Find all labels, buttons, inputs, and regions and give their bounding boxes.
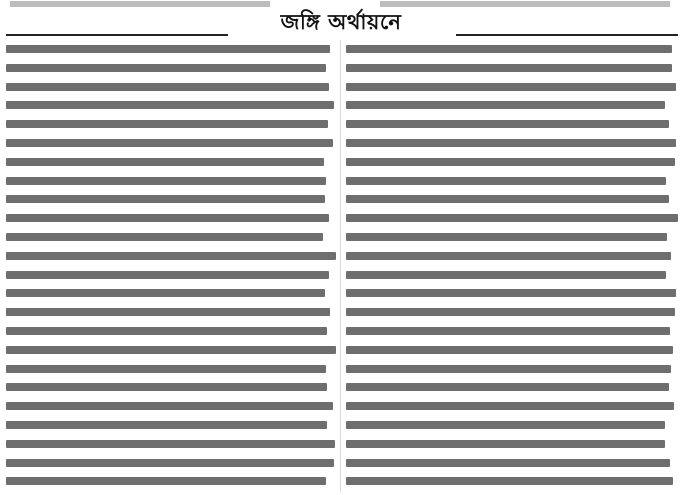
headline-rule-left bbox=[6, 34, 228, 36]
text-line bbox=[346, 421, 665, 429]
text-line bbox=[346, 195, 669, 203]
text-line bbox=[346, 383, 669, 391]
text-line bbox=[346, 459, 670, 467]
text-line bbox=[346, 45, 672, 53]
text-line bbox=[6, 346, 336, 354]
headline: জঙ্গি অর্থায়নে bbox=[280, 9, 402, 34]
text-line bbox=[6, 45, 330, 53]
text-column-right bbox=[346, 40, 678, 492]
text-line bbox=[346, 214, 678, 222]
text-line bbox=[346, 101, 665, 109]
text-line bbox=[346, 346, 673, 354]
text-line bbox=[6, 64, 326, 72]
text-line bbox=[6, 233, 323, 241]
headline-rule-right bbox=[456, 34, 678, 36]
text-line bbox=[6, 271, 329, 279]
text-line bbox=[6, 402, 333, 410]
text-line bbox=[6, 83, 329, 91]
text-line bbox=[6, 289, 325, 297]
text-line bbox=[6, 101, 334, 109]
text-line bbox=[346, 233, 667, 241]
text-line bbox=[6, 158, 324, 166]
text-line bbox=[346, 365, 671, 373]
text-line bbox=[6, 177, 326, 185]
text-line bbox=[6, 252, 336, 260]
headline-container bbox=[230, 9, 452, 37]
text-line bbox=[346, 402, 674, 410]
text-line bbox=[346, 120, 669, 128]
text-line bbox=[346, 158, 675, 166]
text-line bbox=[6, 440, 335, 448]
text-line bbox=[346, 289, 676, 297]
text-line bbox=[6, 421, 327, 429]
column-divider bbox=[340, 40, 341, 492]
text-line bbox=[6, 308, 330, 316]
text-line bbox=[346, 139, 676, 147]
text-line bbox=[6, 327, 327, 335]
text-line bbox=[346, 271, 666, 279]
text-line bbox=[346, 64, 672, 72]
text-line bbox=[346, 477, 673, 485]
text-line bbox=[346, 252, 671, 260]
text-line bbox=[346, 308, 675, 316]
text-line bbox=[6, 365, 326, 373]
text-line bbox=[346, 83, 676, 91]
text-line bbox=[6, 214, 329, 222]
text-line bbox=[6, 120, 328, 128]
text-line bbox=[6, 383, 327, 391]
text-line bbox=[6, 459, 334, 467]
text-column-left bbox=[6, 40, 336, 492]
text-line bbox=[6, 139, 333, 147]
text-line bbox=[6, 477, 326, 485]
text-line bbox=[346, 177, 666, 185]
text-line bbox=[346, 327, 670, 335]
text-line bbox=[346, 440, 665, 448]
text-line bbox=[6, 195, 325, 203]
